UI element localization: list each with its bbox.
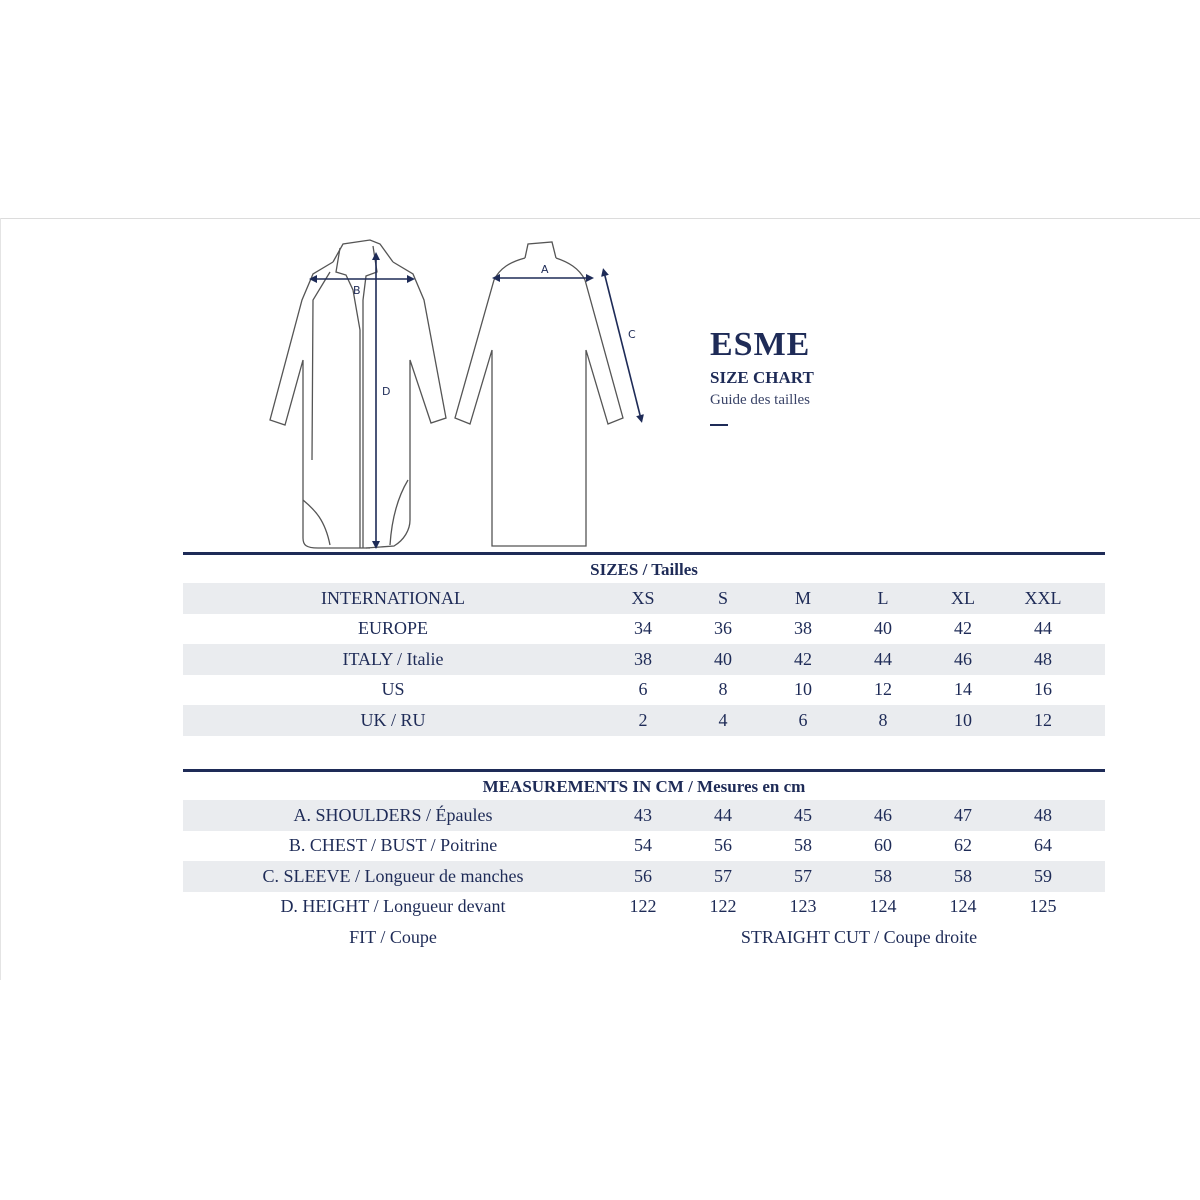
table-cell: 6 xyxy=(638,679,648,700)
table-cell: 124 xyxy=(869,896,897,917)
table-cell: 56 xyxy=(714,835,732,856)
measure-c-arrow xyxy=(604,272,641,419)
table-cell: 12 xyxy=(1034,709,1052,730)
row-label: US xyxy=(381,679,405,700)
table-cell: 124 xyxy=(949,896,977,917)
sizes-row xyxy=(183,583,1105,614)
row-label: EUROPE xyxy=(357,618,428,639)
table-cell: 57 xyxy=(794,865,812,886)
fit-row xyxy=(183,922,1105,953)
table-cell: L xyxy=(877,587,889,608)
sizes-table-body xyxy=(183,583,1105,736)
fit-value: STRAIGHT CUT / Coupe droite xyxy=(740,926,978,947)
table-cell: 10 xyxy=(794,679,812,700)
table-cell: 40 xyxy=(874,618,892,639)
table-cell: XXL xyxy=(1024,587,1062,608)
table-cell: 123 xyxy=(789,896,817,917)
measurements-table-body xyxy=(183,800,1105,922)
sizes-row xyxy=(183,644,1105,675)
fit-label: FIT / Coupe xyxy=(349,926,437,947)
table-cell: 12 xyxy=(874,679,892,700)
table-cell: 34 xyxy=(634,618,652,639)
table-cell: 46 xyxy=(874,804,892,825)
product-name: ESME xyxy=(710,326,811,363)
table-cell: 58 xyxy=(794,835,812,856)
coat-diagram xyxy=(240,236,680,556)
measure-d-label: D xyxy=(382,385,391,398)
table-cell: 6 xyxy=(798,709,808,730)
table-cell: 48 xyxy=(1034,648,1052,669)
table-cell: 125 xyxy=(1029,896,1057,917)
table-cell: 42 xyxy=(954,618,972,639)
sizes-table-title: SIZES / Tailles xyxy=(590,560,698,579)
table-cell: 42 xyxy=(794,648,812,669)
table-cell: 36 xyxy=(714,618,732,639)
measurement-row xyxy=(183,861,1105,892)
table-cell: 59 xyxy=(1034,865,1052,886)
table-cell: S xyxy=(717,587,728,608)
table-cell: 45 xyxy=(794,804,812,825)
coat-back-view xyxy=(455,242,623,546)
table-cell: 44 xyxy=(714,804,732,825)
table-cell: 122 xyxy=(629,896,657,917)
size-chart-title: SIZE CHART xyxy=(710,368,814,387)
row-label: UK / RU xyxy=(360,709,426,730)
measurements-table xyxy=(183,769,1105,953)
row-label: ITALY / Italie xyxy=(342,648,444,669)
row-label: C. SLEEVE / Longueur de manches xyxy=(262,865,524,886)
table-cell: 57 xyxy=(714,865,732,886)
table-cell: 8 xyxy=(878,709,888,730)
size-chart-subtitle: Guide des tailles xyxy=(710,392,810,408)
sheet-top-edge xyxy=(0,218,1200,219)
row-label: D. HEIGHT / Longueur devant xyxy=(280,896,506,917)
table-cell: 44 xyxy=(1034,618,1052,639)
table-cell: 62 xyxy=(954,835,972,856)
table-cell: 8 xyxy=(718,679,728,700)
table-cell: 54 xyxy=(634,835,652,856)
measure-a-label: A xyxy=(541,263,549,276)
table-cell: 64 xyxy=(1034,835,1052,856)
table-cell: XS xyxy=(631,587,655,608)
row-label: B. CHEST / BUST / Poitrine xyxy=(288,835,498,856)
sizes-row xyxy=(183,675,1105,706)
size-chart-heading xyxy=(710,326,970,426)
table-cell: 10 xyxy=(954,709,972,730)
table-cell: 46 xyxy=(954,648,972,669)
measure-b-label: B xyxy=(353,284,361,297)
table-cell: 16 xyxy=(1034,679,1052,700)
table-cell: 38 xyxy=(634,648,652,669)
measure-c-label: C xyxy=(628,328,636,341)
table-cell: 14 xyxy=(954,679,972,700)
table-cell: M xyxy=(794,587,811,608)
table-cell: 43 xyxy=(634,804,652,825)
table-cell: 48 xyxy=(1034,804,1052,825)
table-cell: 4 xyxy=(718,709,728,730)
sizes-row xyxy=(183,614,1105,645)
measurements-table-title: MEASUREMENTS IN CM / Mesures en cm xyxy=(482,777,806,796)
table-cell: XL xyxy=(951,587,975,608)
table-cell: 38 xyxy=(794,618,812,639)
measurement-row xyxy=(183,892,1105,923)
measurement-row xyxy=(183,831,1105,862)
table-cell: 122 xyxy=(709,896,737,917)
table-cell: 2 xyxy=(638,709,648,730)
table-cell: 58 xyxy=(874,865,892,886)
heading-dash xyxy=(710,424,728,426)
table-cell: 56 xyxy=(634,865,652,886)
table-cell: 58 xyxy=(954,865,972,886)
table-cell: 44 xyxy=(874,648,892,669)
sizes-row xyxy=(183,705,1105,736)
row-label: A. SHOULDERS / Épaules xyxy=(293,804,493,825)
table-cell: 40 xyxy=(714,648,732,669)
measurement-row xyxy=(183,800,1105,831)
sizes-table xyxy=(183,552,1105,736)
row-label: INTERNATIONAL xyxy=(321,587,465,608)
sheet-left-edge xyxy=(0,218,1,980)
table-cell: 47 xyxy=(954,804,972,825)
table-cell: 60 xyxy=(874,835,892,856)
